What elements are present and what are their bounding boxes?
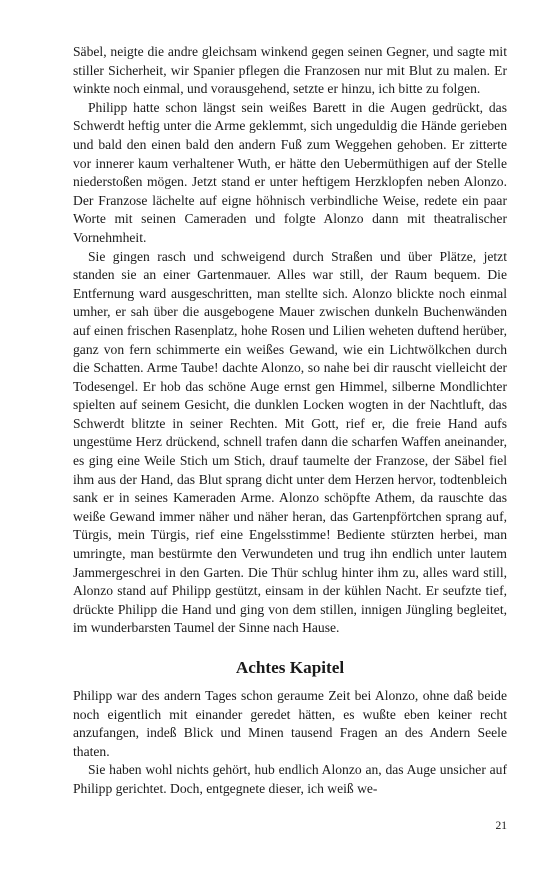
book-page bbox=[73, 43, 507, 799]
paragraph: Philipp hatte schon längst sein weißes Barett in die Augen gedrückt, das Schwerdt heftig unter die Arme geklemmt, sich ungeduldig die Hände gerieben und bald den einen bald den andern Fuß zum Weggehen gehoben. Er zitterte vor innerer kaum verhaltener Wuth, er hätte den Uebermüthigen auf der Stelle niederstoßen mögen. Jetzt stand er unter heftigem Herzklopfen neben Alonzo. Der Franzose lächelte auf eigne höhnisch verbindliche Weise, redete ein paar Worte mit seinen Cameraden und folgte Alonzo dann mit theatralischer Vornehmheit. bbox=[73, 99, 507, 245]
paragraph: Säbel, neigte die andre gleichsam winkend gegen seinen Gegner, und sagte mit stiller Sicherheit, wir Spanier pflegen die Franzosen nur mit Blut zu malen. Er winkte noch einmal, und vorausgehend, setzte er hinzu, ich bitte zu folgen. bbox=[73, 44, 507, 97]
chapter-heading: Achtes Kapitel bbox=[235, 658, 345, 677]
page-number: 21 bbox=[495, 820, 507, 832]
paragraph: Sie haben wohl nichts gehört, hub endlich Alonzo an, das Auge unsicher auf Philipp gerichtet. Doch, entgegnete dieser, ich weiß we- bbox=[73, 762, 507, 796]
paragraph: Sie gingen rasch und schweigend durch Straßen und über Plätze, jetzt standen sie an einer Gartenmauer. Alles war still, der Raum bequem. Die Entfernung ward ausgeschritten, man stellte sich. Alonzo blickte noch einmal umher, er sah über die ausgebogene Mauer zwischen dunkeln Buchenwänden auf einen frischen Rasenplatz, hohe Rosen und Lilien weheten duftend herüber, ganz von fern schimmerte ein weißes Gewand, wie ein Lichtwölkchen durch die Schatten. Arme Taube! dachte Alonzo, so nahe bei dir rauscht vielleicht der Todesengel. Er hob das schöne Auge ernst gen Himmel, silberne Mondlichter spielten auf seinem Gesicht, die dunklen Locken wogten in der Nachtluft, das Schwerdt blitzte in seiner Rechten. Mit Gott, rief er, die freie Hand aufs ungestüme Herz drückend, schnell trafen dann die scharfen Waffen aneinander, es ging eine Weile Stich um Stich, drauf taumelte der Franzose, der Säbel fiel ihm aus der Hand, das Blut sprang dicht unter dem Herzen hervor, todtenbleich sank er in seines Kameraden Arme. Alonzo schöpfte Athem, da rauschte das weiße Gewand immer näher und näher heran, das Gartenpförtchen sprang auf, Türgis, mein Türgis, rief eine Engelsstimme! Bediente stürzten herbei, man umringte, man bestürmte den Verwundeten und trug ihn endlich unter lautem Jammergeschrei in den Garten. Die Thür schlug hinter ihm zu, alles ward still, Alonzo stand auf Philipp gestützt, einsam in der kühlen Nacht. Er seufzte tief, drückte Philipp die Hand und ging von dem stillen, innigen Jüngling begleitet, im wunderbarsten Taumel der Sinne nach Hause. bbox=[73, 248, 507, 636]
paragraph: Philipp war des andern Tages schon geraume Zeit bei Alonzo, ohne daß beide noch eigentlich mit einander geredet hätten, es wußte eben keiner recht anzufangen, indeß Blick und Minen tausend Fragen an des Andern Seele thaten. bbox=[73, 688, 507, 759]
